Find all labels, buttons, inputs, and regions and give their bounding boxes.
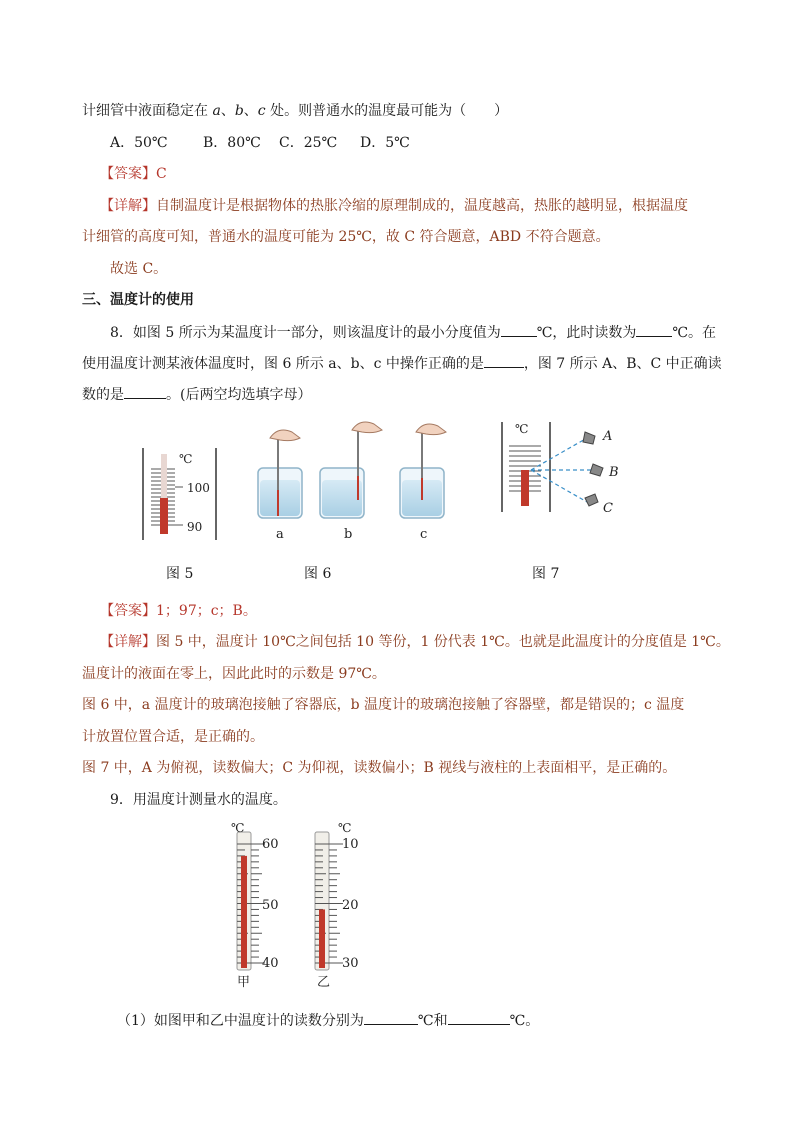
jia-tick-40: 40: [262, 956, 279, 971]
yi-tick-30: 30: [342, 956, 359, 971]
q9-blank-jia[interactable]: [364, 1010, 418, 1025]
q8-detail-line-1: [100, 632, 730, 652]
q7-answer-value: C: [156, 166, 167, 182]
jia-tick-60: 60: [262, 837, 279, 852]
hand-a-icon: [270, 430, 300, 441]
fig5-liquid-column: [160, 498, 168, 534]
q8-stem-2a: 使用温度计测某液体温度时，图 6 所示 a、b、c 中操作正确的是: [82, 356, 484, 372]
q9-sub1-text-c: ℃。: [509, 1013, 540, 1029]
q7-option-b: B．80℃: [203, 135, 261, 151]
q8-stem-line-3: [82, 384, 311, 405]
figure-7-reading-angles: [495, 420, 635, 520]
fig6-label-a: a: [276, 527, 284, 542]
jia-unit: ℃: [231, 821, 245, 835]
jia-liquid-column: [241, 856, 247, 968]
q7-option-a: A．50℃: [110, 135, 168, 151]
q8-stem-line-1: [110, 322, 716, 343]
q7-conclusion: 故选 C。: [110, 261, 168, 277]
fig5-unit: ℃: [179, 452, 193, 466]
yi-liquid-column: [319, 909, 325, 968]
q9-thermometers: [218, 818, 378, 990]
q8-answer: [100, 601, 257, 621]
fig7-liquid-column: [521, 470, 529, 506]
beaker-a: [258, 430, 302, 518]
q7-answer: [100, 164, 167, 184]
section-title: 三、温度计的使用: [82, 292, 194, 308]
fig5-tick-100: 100: [187, 481, 210, 495]
q8-detail-line-4: 计放置位置合适，是正确的。: [82, 729, 264, 745]
q7-answer-tag: 【答案】: [100, 166, 156, 182]
q8-stem-2b: ，图 7 所示 A、B、C 中正确读: [523, 356, 722, 372]
q7-detail-line-2: 计细管的高度可知，普通水的温度可能为 25℃，故 C 符合题意，ABD 不符合题意。: [82, 229, 610, 245]
q8-blank-3[interactable]: [484, 353, 524, 368]
q8-detail-text-1: 图 5 中，温度计 10℃之间包括 10 等份，1 份代表 1℃。也就是此温度计的分度值是 1℃。: [156, 634, 730, 650]
yi-tick-20: 20: [342, 898, 359, 913]
beaker-b: [320, 422, 382, 518]
q8-detail-line-2: 温度计的液面在零上，因此此时的示数是 97℃。: [82, 666, 386, 682]
q7-detail-line-1: [100, 196, 688, 216]
q9-stem: 9．用温度计测量水的温度。: [110, 792, 287, 808]
q8-stem-1a: 8．如图 5 所示为某温度计一部分，则该温度计的最小分度值为: [110, 325, 501, 341]
figure-5-caption: 图 5: [166, 566, 194, 582]
yi-tick-10: 10: [342, 837, 359, 852]
q8-answer-tag: 【答案】: [100, 603, 156, 619]
q7-var-c: c: [257, 103, 266, 119]
thermometer-yi: [315, 821, 359, 990]
q7-detail-text-1: 自制温度计是根据物体的热胀冷缩的原理制成的，温度越高，热胀的越明显，根据温度: [156, 198, 688, 214]
q9-sub1: [117, 1010, 539, 1031]
beaker-c: [400, 424, 446, 518]
fig7-unit: ℃: [515, 422, 529, 436]
q8-detail-tag: 【详解】: [100, 634, 156, 650]
q8-blank-2[interactable]: [636, 322, 672, 337]
q7-sep-1: 、: [220, 103, 235, 119]
yi-unit: ℃: [338, 821, 352, 835]
q8-blank-1[interactable]: [501, 322, 537, 337]
q7-var-a: a: [212, 103, 221, 119]
q8-stem-1c: ℃。在: [672, 325, 717, 341]
eye-a-icon: [583, 432, 595, 444]
q8-blank-4[interactable]: [124, 384, 166, 399]
figure-7-caption: 图 7: [532, 566, 560, 582]
fig5-tick-90: 90: [187, 520, 203, 534]
figure-6-caption: 图 6: [304, 566, 332, 582]
fig6-label-c: c: [420, 527, 428, 542]
q9-sub1-text-b: ℃和: [417, 1013, 448, 1029]
fig7-label-c: C: [603, 501, 613, 516]
hand-b-icon: [352, 422, 382, 433]
jia-label: 甲: [237, 975, 251, 990]
q7-stem-line: [82, 101, 508, 121]
eye-b-icon: [590, 464, 603, 476]
q8-detail-line-5: 图 7 中，A 为俯视，读数偏大；C 为仰视，读数偏小；B 视线与液柱的上表面相平，是正确的。: [82, 760, 677, 776]
fig7-label-a: A: [603, 429, 613, 444]
eye-c-icon: [585, 494, 598, 506]
q8-stem-3b: 。(后两空均选填字母）: [166, 387, 312, 403]
q8-stem-1b: ℃，此时读数为: [536, 325, 637, 341]
q8-stem-3a: 数的是: [82, 387, 124, 403]
figure-6-beakers: [240, 420, 460, 550]
q9-sub1-text-a: （1）如图甲和乙中温度计的读数分别为: [117, 1013, 364, 1029]
q7-detail-tag: 【详解】: [100, 198, 156, 214]
fig7-label-b: B: [609, 465, 619, 480]
q7-option-d: D．5℃: [360, 135, 410, 151]
q8-detail-line-3: 图 6 中，a 温度计的玻璃泡接触了容器底，b 温度计的玻璃泡接触了容器壁，都是错误的；c 温度: [82, 697, 685, 713]
fig6-label-b: b: [344, 527, 353, 542]
hand-c-icon: [416, 424, 446, 435]
jia-tick-50: 50: [262, 898, 279, 913]
thermometer-jia: [231, 821, 279, 990]
q8-answer-value: 1；97；c；B。: [156, 603, 257, 619]
q9-blank-yi[interactable]: [448, 1010, 510, 1025]
q7-stem-text-a: 计细管中液面稳定在: [82, 103, 213, 119]
q7-stem-text-b: 处。则普通水的温度最可能为（ ）: [265, 103, 509, 119]
q7-var-b: b: [234, 103, 244, 119]
q7-option-c: C．25℃: [279, 135, 338, 151]
yi-label: 乙: [317, 975, 331, 990]
q7-sep-2: 、: [243, 103, 258, 119]
figure-5-thermometer: [135, 444, 225, 544]
q8-stem-line-2: [82, 353, 722, 374]
